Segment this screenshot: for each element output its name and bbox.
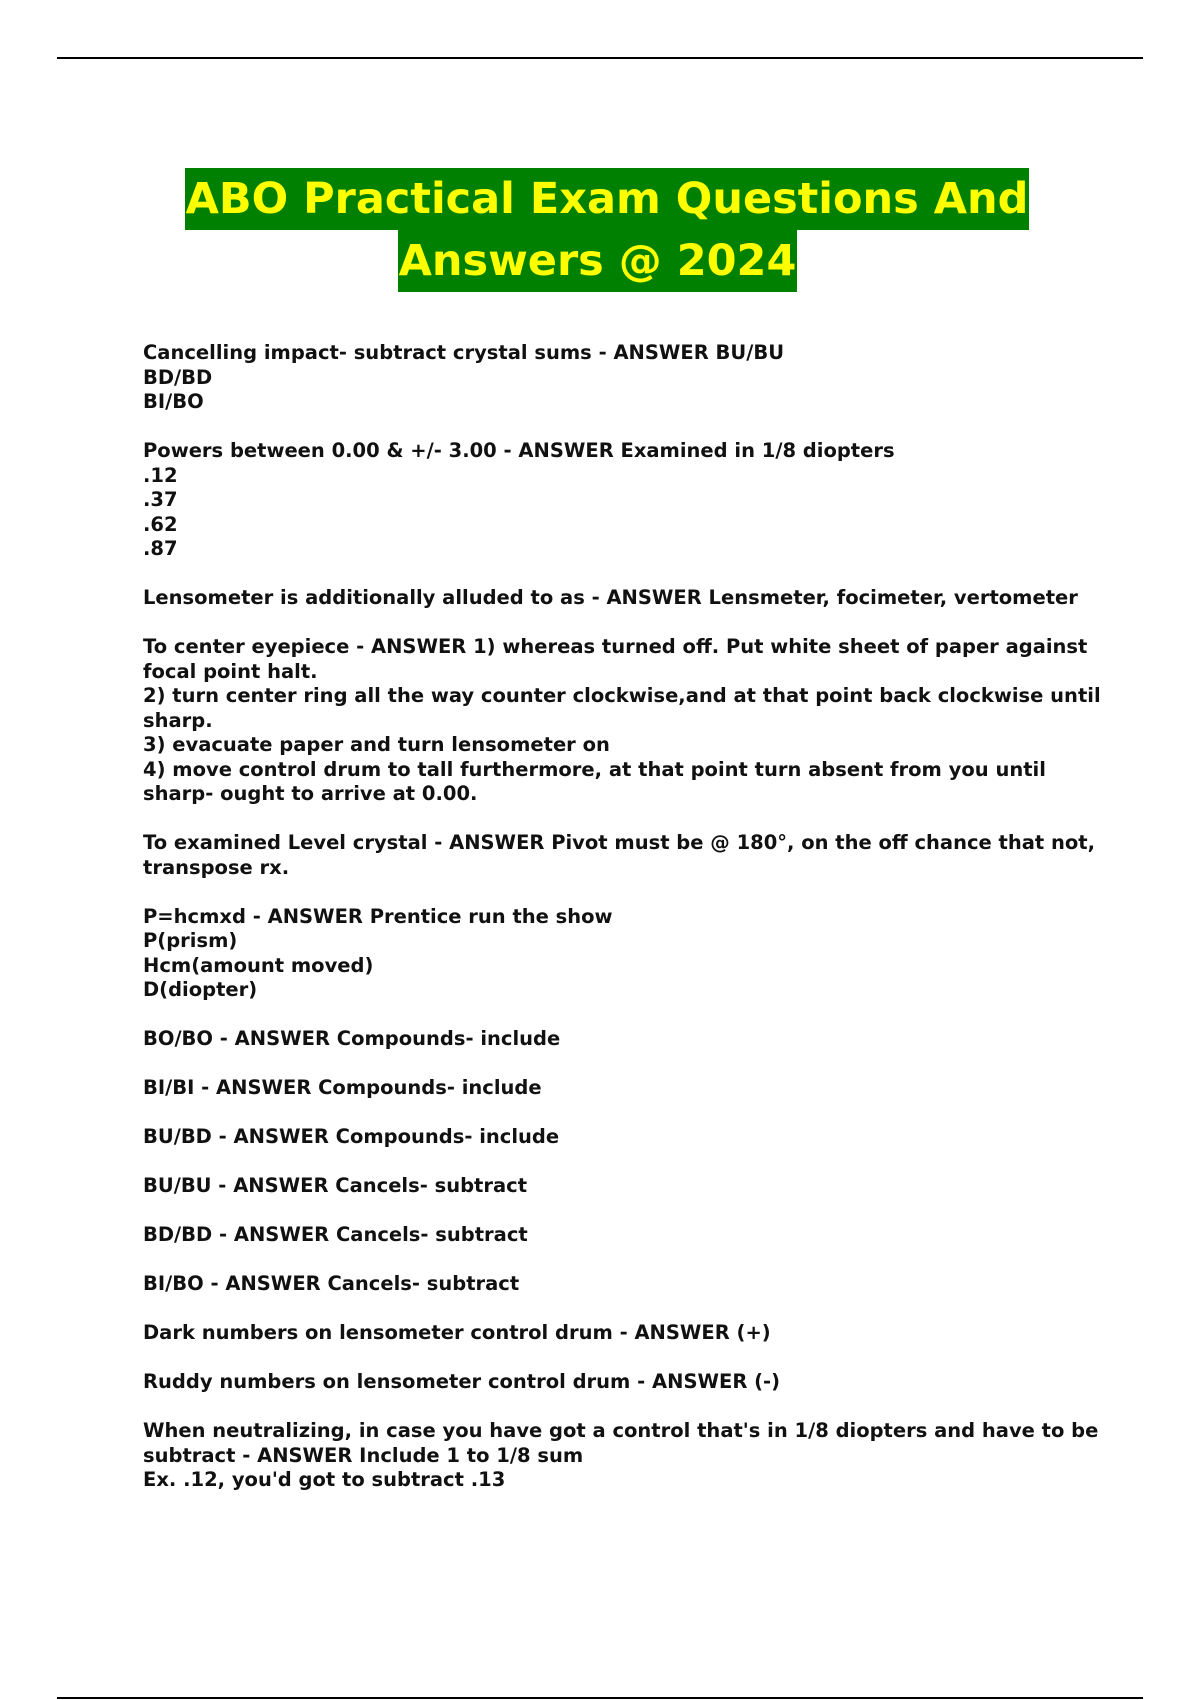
document-title xyxy=(0,168,1200,292)
qa-question-line: BO/BO - ANSWER Compounds- include xyxy=(143,1027,561,1050)
qa-question-line: When neutralizing, in case you have got a control that's in 1/8 diopters and have to be subtract - ANSWER Include 1 to 1/8 sum xyxy=(143,1419,1099,1467)
qa-answer-line: BD/BD xyxy=(143,365,213,389)
qa-answer-line: .37 xyxy=(143,488,178,511)
qa-question-line: Cancelling impact- subtract crystal sums - ANSWER BU/BU xyxy=(143,341,785,364)
qa-question-line: BI/BO - ANSWER Cancels- subtract xyxy=(143,1272,520,1295)
qa-answer-line: Ex. .12, you'd got to subtract .13 xyxy=(143,1468,506,1491)
qa-answer-line: .62 xyxy=(143,512,178,536)
qa-question-line: BI/BI - ANSWER Compounds- include xyxy=(143,1076,542,1099)
qa-entry xyxy=(143,586,1103,611)
qa-question-line: Powers between 0.00 & +/- 3.00 - ANSWER Examined in 1/8 diopters xyxy=(143,439,895,462)
qa-answer-line: 4) move control drum to tall furthermore, at that point turn absent from you until sharp- ought to arrive at 0.00. xyxy=(143,757,1046,805)
qa-question-line: Lensometer is additionally alluded to as - ANSWER Lensmeter, focimeter, vertometer xyxy=(143,586,1078,609)
qa-question-line: Dark numbers on lensometer control drum - ANSWER (+) xyxy=(143,1321,771,1344)
qa-question-line: Ruddy numbers on lensometer control drum - ANSWER (-) xyxy=(143,1370,781,1393)
qa-answer-line: P(prism) xyxy=(143,929,238,952)
qa-entry xyxy=(143,1076,1103,1101)
qa-entry xyxy=(143,1125,1103,1150)
qa-entry xyxy=(143,1321,1103,1346)
qa-answer-line: 2) turn center ring all the way counter clockwise,and at that point back clockwise until sharp. xyxy=(143,684,1101,732)
qa-answer-line: Hcm(amount moved) xyxy=(143,953,374,977)
qa-question-line: BU/BU - ANSWER Cancels- subtract xyxy=(143,1174,528,1197)
qa-entry xyxy=(143,1370,1103,1395)
qa-question-line: BD/BD - ANSWER Cancels- subtract xyxy=(143,1223,528,1246)
title-line-1: ABO Practical Exam Questions And xyxy=(185,168,1030,230)
qa-question-line: To examined Level crystal - ANSWER Pivot must be @ 180°, on the off chance that not, transpose rx. xyxy=(143,831,1096,879)
qa-answer-line: 3) evacuate paper and turn lensometer on xyxy=(143,733,610,756)
qa-answer-line: .12 xyxy=(143,463,178,487)
qa-entry xyxy=(143,1027,1103,1052)
qa-entry xyxy=(143,1272,1103,1297)
qa-entry xyxy=(143,635,1103,807)
qa-entry xyxy=(143,1174,1103,1199)
footer-rule xyxy=(57,1697,1143,1699)
qa-entry xyxy=(143,1419,1103,1493)
qa-question-line: BU/BD - ANSWER Compounds- include xyxy=(143,1125,560,1148)
qa-entry xyxy=(143,831,1103,880)
qa-answer-line: .87 xyxy=(143,537,178,560)
qa-entry xyxy=(143,439,1103,562)
qa-entry xyxy=(143,1223,1103,1248)
qa-answer-line: D(diopter) xyxy=(143,978,258,1001)
qa-entry xyxy=(143,341,1103,415)
title-line-2: Answers @ 2024 xyxy=(398,230,798,292)
document-body xyxy=(143,341,1103,1517)
qa-question-line: P=hcmxd - ANSWER Prentice run the show xyxy=(143,904,613,928)
qa-question-line: To center eyepiece - ANSWER 1) whereas turned off. Put white sheet of paper against focal point halt. xyxy=(143,635,1088,683)
qa-entry xyxy=(143,905,1103,1003)
header-rule xyxy=(57,57,1143,59)
qa-answer-line: BI/BO xyxy=(143,390,204,413)
